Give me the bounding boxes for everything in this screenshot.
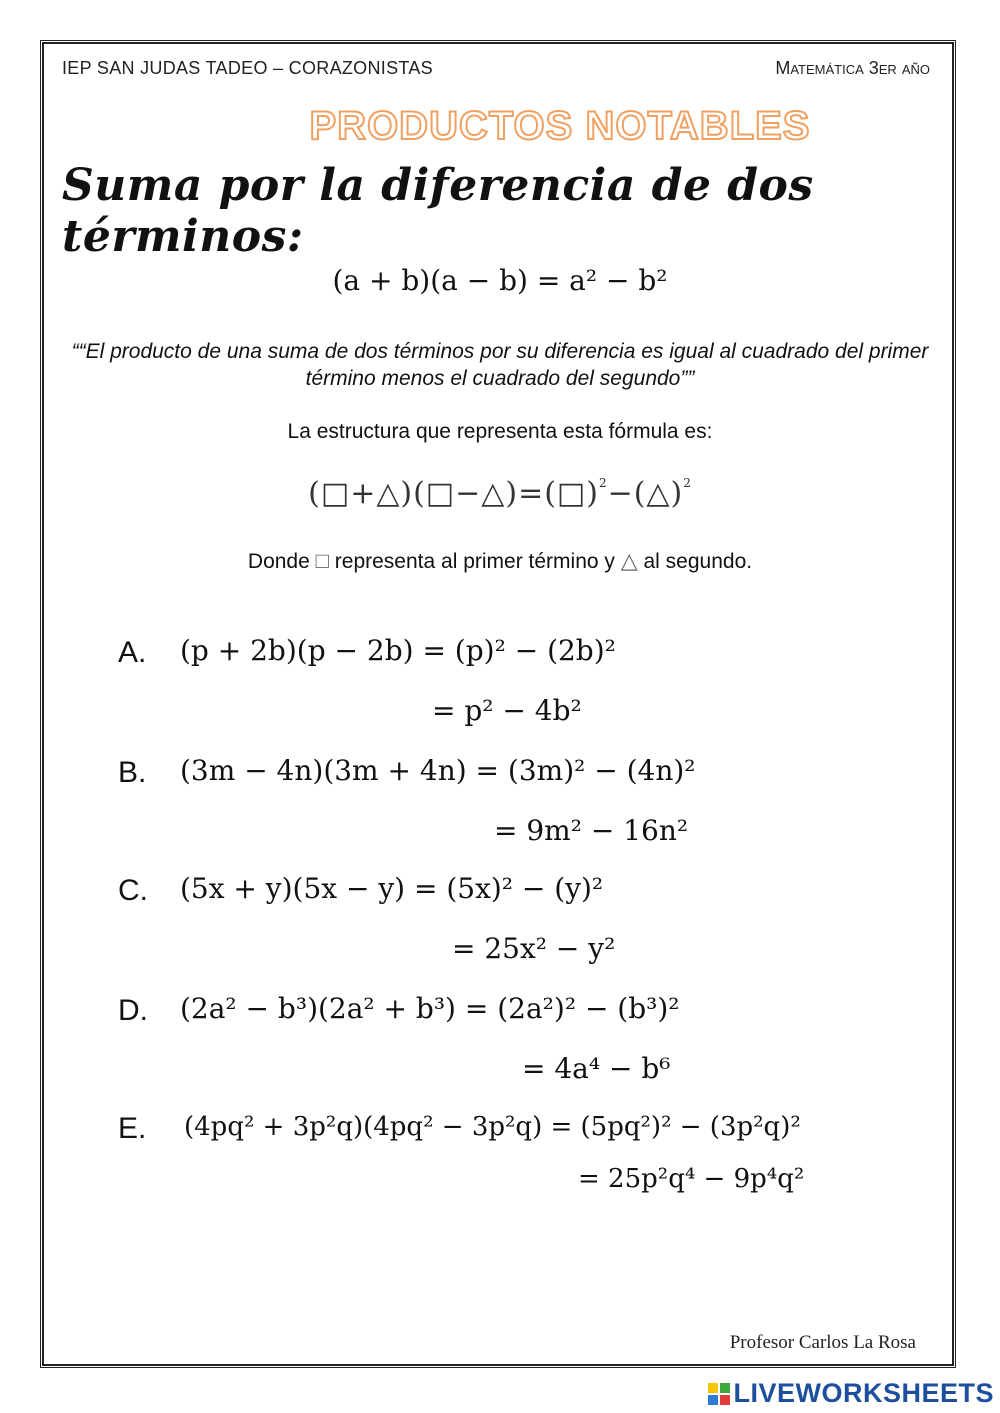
example-b-line1: (3m − 4n)(3m + 4n) = (3m)² − (4n)² xyxy=(180,754,696,787)
example-e-line2: = 25p²q⁴ − 9p⁴q² xyxy=(578,1164,805,1194)
definition-quote: ““El producto de una suma de dos términos por su diferencia es igual al cuadrado del primer término menos el cuadrado del segundo”” xyxy=(71,340,929,390)
triangle-icon: △ xyxy=(620,548,638,573)
example-d-label: D. xyxy=(118,994,148,1027)
structure-formula xyxy=(0,476,1000,511)
example-d-line1: (2a² − b³)(2a² + b³) = (2a²)² − (b³)² xyxy=(180,992,680,1025)
example-d-line2: = 4a⁴ − b⁶ xyxy=(522,1052,671,1085)
main-formula: (a + b)(a − b) = a² − b² xyxy=(332,264,668,297)
structure-part2: −(△) xyxy=(607,476,684,511)
school-name: IEP SAN JUDAS TADEO – CORAZONISTAS xyxy=(62,58,433,78)
example-a-label: A. xyxy=(118,636,147,669)
donde-middle: representa al primer término y xyxy=(334,550,615,573)
example-a-line1: (p + 2b)(p − 2b) = (p)² − (2b)² xyxy=(180,634,616,667)
structure-exp2: 2 xyxy=(683,476,692,490)
example-b-label: B. xyxy=(118,756,147,789)
page-title: PRODUCTOS NOTABLES xyxy=(309,104,811,148)
brand-name: LIVEWORKSHEETS xyxy=(733,1378,994,1408)
donde-before: Donde xyxy=(247,550,310,573)
donde-after: al segundo. xyxy=(643,550,753,573)
example-e-line1: (4pq² + 3p²q)(4pq² − 3p²q) = (5pq²)² − (3p²q)² xyxy=(184,1112,801,1142)
course-name: Matemática 3er año xyxy=(775,58,930,78)
example-e-label: E. xyxy=(118,1112,147,1145)
teacher-signature: Profesor Carlos La Rosa xyxy=(729,1332,916,1353)
donde-text xyxy=(0,548,1000,574)
brand-watermark[interactable] xyxy=(708,1378,994,1409)
brand-logo-icon xyxy=(708,1383,730,1405)
example-b-line2: = 9m² − 16n² xyxy=(494,814,689,847)
structure-exp1: 2 xyxy=(598,476,608,490)
structure-label: La estructura que representa esta fórmula es: xyxy=(287,420,713,443)
example-c-line2: = 25x² − y² xyxy=(452,932,616,965)
example-c-label: C. xyxy=(118,874,148,907)
square-icon: □ xyxy=(315,548,329,573)
subtitle: Suma por la diferencia de dos términos: xyxy=(62,160,814,262)
example-c-line1: (5x + y)(5x − y) = (5x)² − (y)² xyxy=(180,872,604,905)
structure-part1: (□+△)(□−△)=(□) xyxy=(308,476,599,511)
example-a-line2: = p² − 4b² xyxy=(432,694,582,727)
